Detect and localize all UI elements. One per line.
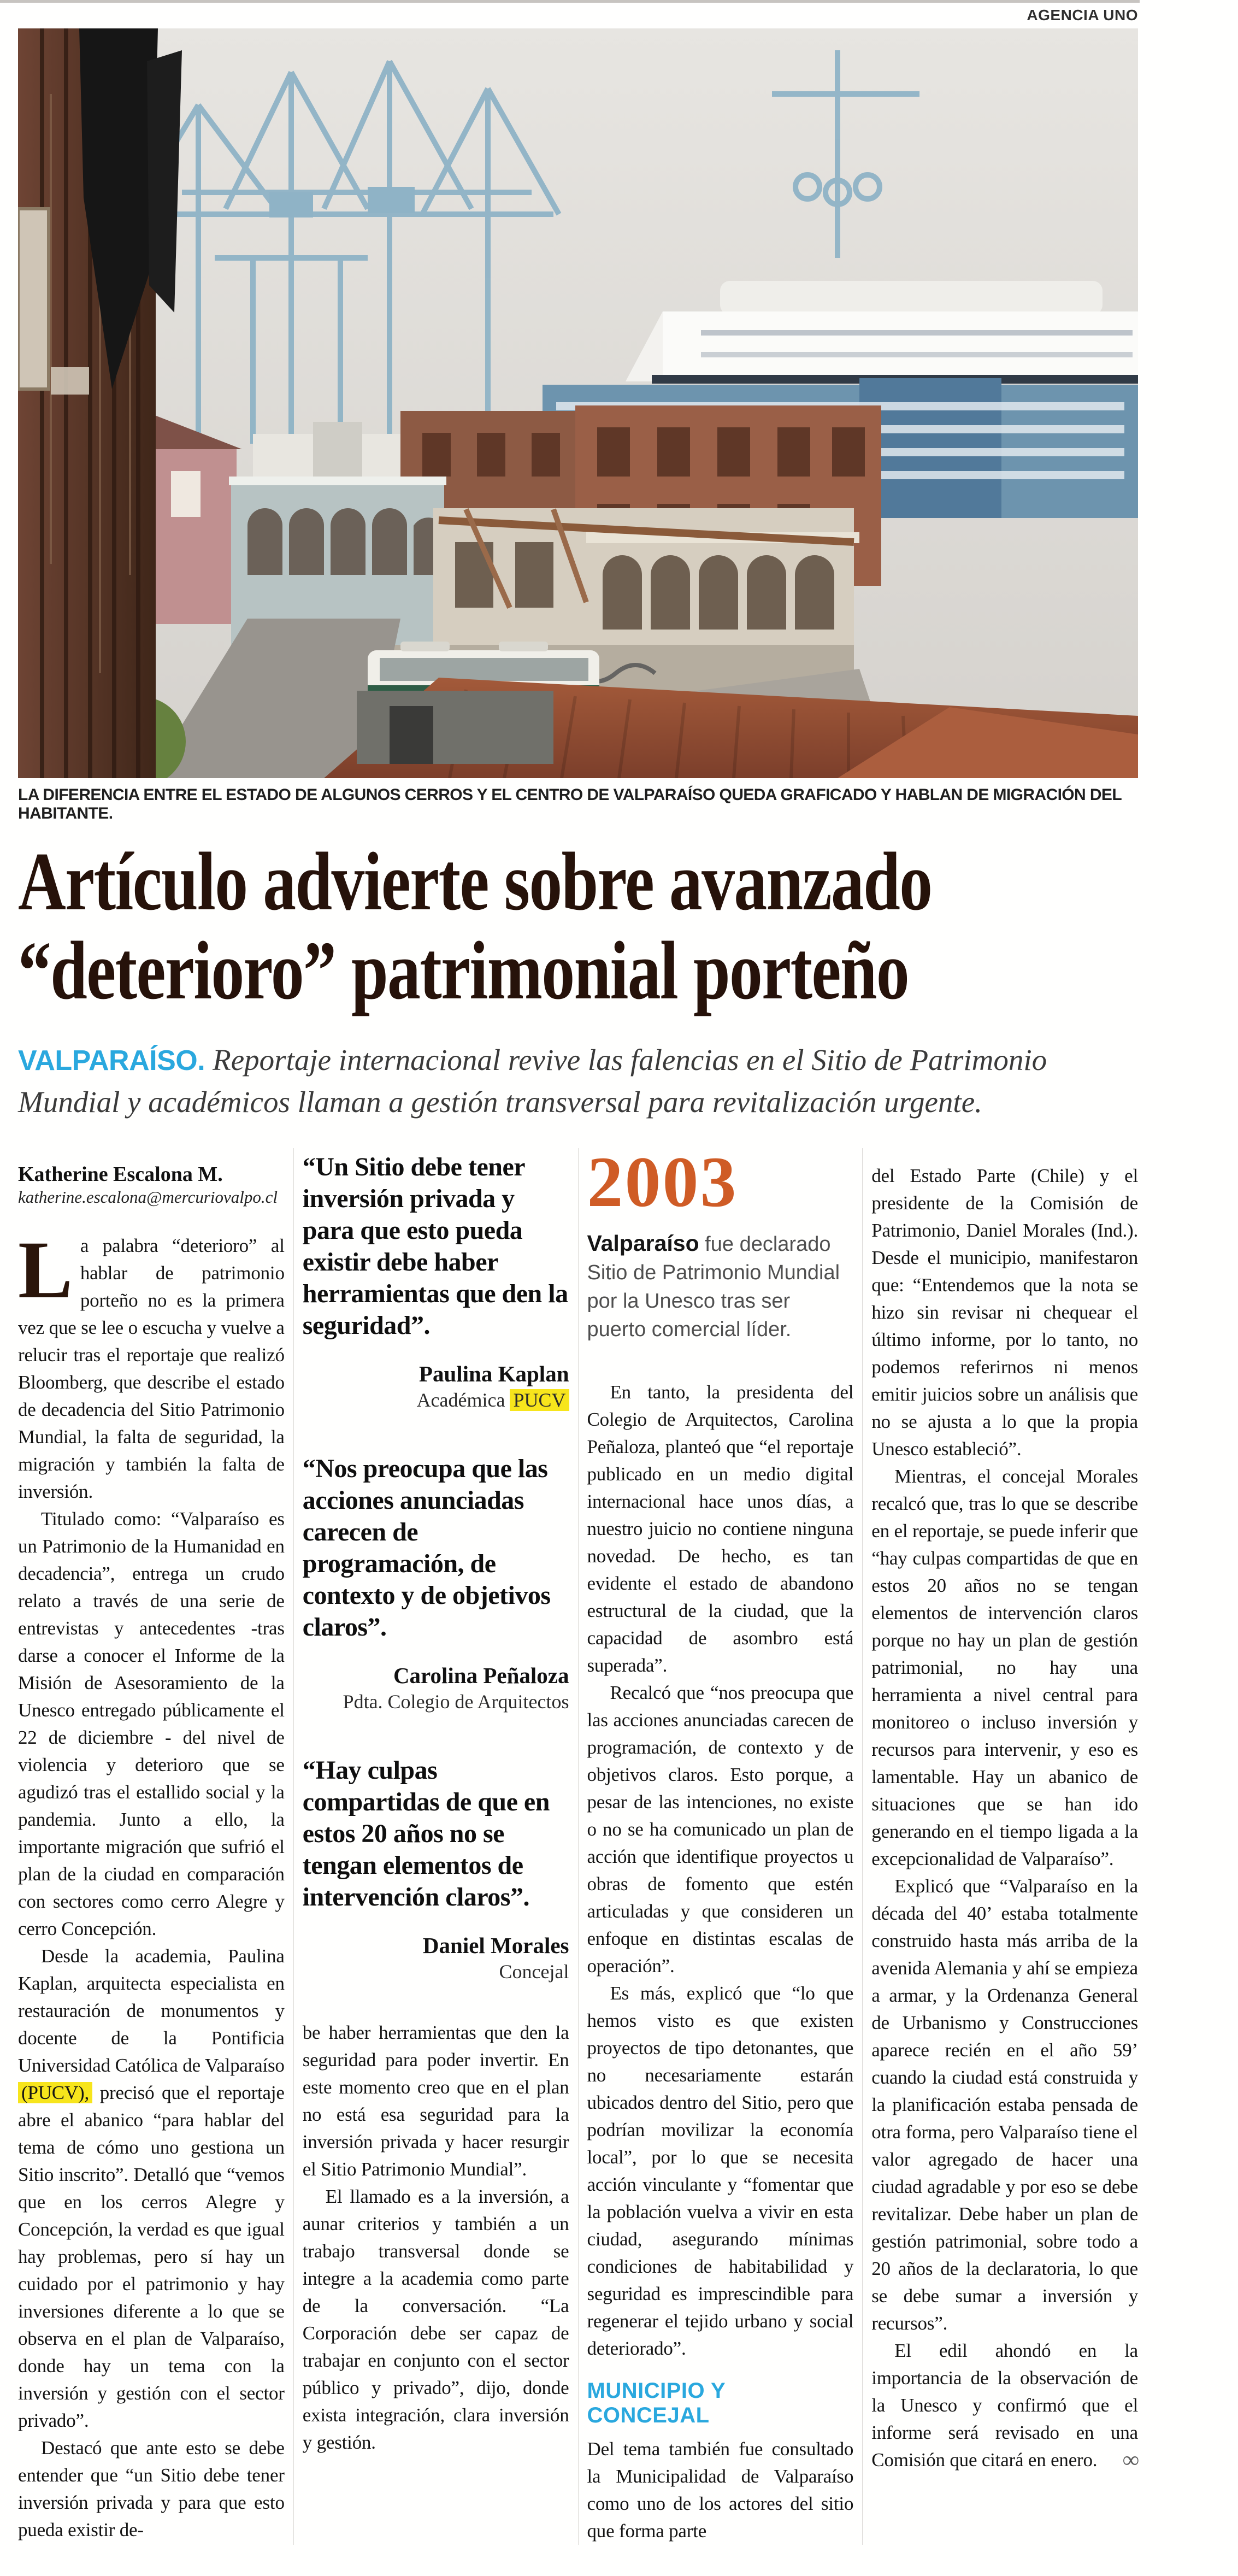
- column-4: [862, 1148, 1138, 2545]
- paragraph-text: a palabra “deterioro” al hablar de patrimonio porteño no es la primera vez que se lee o escucha y vuelve a relucir tras el reportaje que realizó Bloomberg, que describe el estado de decadencia del Sitio Patrimonio Mundial, la falta de seguridad, la migración y también la falta de inversión.: [18, 1235, 285, 1502]
- drop-cap: L: [18, 1225, 73, 1315]
- body-paragraph: [18, 1943, 285, 2434]
- body-paragraph: El llamado es a la inversión, a aunar criterios y también a un trabajo transversal donde se integre a la academia como parte de la conversación. “La Corporación debe ser capaz de trabajar en conjunto con el sector público y privado”, dijo, donde exista integración, clara inversión y gestión.: [302, 2186, 569, 2453]
- pull-quote: [303, 1151, 569, 1413]
- quote-attribution: [303, 1360, 569, 1413]
- quote-attribution-name: Carolina Peñaloza: [393, 1663, 569, 1688]
- body-paragraph: del Estado Parte (Chile) y el presidente de la Comisión de Patrimonio, Daniel Morales (Ind.). Desde el municipio, manifestaron que: “Entendemos que la nota se hizo sin revisar ni chequear el último informe, por lo tanto, no podemos referirnos ni menos emitir juicios sobre un análisis que no se ajusta a lo que la propia Unesco estableció”.: [871, 1165, 1138, 1460]
- body-paragraph: Recalcó que “nos preocupa que las acciones anunciadas carecen de programación, de contexto y de objetivos claros. Esto porque, a pesar de las intenciones, no existe o no se ha comunicado un plan de acción que identifique proyectos u obras de fomento que estén articuladas y que consideren un enfoque en distintas escalas de operación”.: [587, 1682, 854, 1977]
- column-2: [293, 1148, 578, 2545]
- fact-box-lead: Valparaíso: [587, 1231, 699, 1256]
- body-paragraph: [871, 2337, 1138, 2474]
- kicker: VALPARAÍSO.: [18, 1045, 205, 1077]
- body-paragraph: be haber herramientas que den la seguridad para poder invertir. En este momento creo que en el plan no está esa seguridad para la inversión privada y hacer resurgir el Sitio Patrimonio Mundial”.: [302, 2022, 569, 2180]
- byline-email: katherine.escalona@mercuriovalpo.cl: [18, 1187, 278, 1207]
- pull-quote-text: “Hay culpas compartidas de que en estos 20 años no se tengan elementos de intervención claros”.: [302, 1756, 550, 1912]
- quote-attribution-role: [303, 1387, 569, 1413]
- headline-line-2: “deterioro” patrimonial porteño: [18, 925, 909, 1016]
- column-3: [578, 1142, 863, 2545]
- article-columns: [18, 1142, 1138, 2545]
- body-paragraph: Del tema también fue consultado la Municipalidad de Valparaíso como uno de los actores del sitio que forma parte: [587, 2438, 854, 2542]
- body-paragraph: Destacó que ante esto se debe entender que “un Sitio debe tener inversión privada y para que esto pueda existir de-: [18, 2437, 285, 2540]
- pull-quote: [303, 1453, 569, 1714]
- fact-box-text: [587, 1229, 854, 1344]
- quote-attribution-role: Pdta. Colegio de Arquitectos: [343, 1691, 569, 1713]
- paragraph-text: El edil ahondó en la importancia de la observación de la Unesco y confirmó que el informe será revisado en una Comisión que citará en enero.: [871, 2340, 1138, 2471]
- quote-attribution-name: Daniel Morales: [422, 1933, 569, 1958]
- quote-attribution: [303, 1932, 569, 1984]
- headline-line-1: Artículo advierte sobre avanzado: [18, 836, 932, 927]
- body-paragraph: [18, 1225, 285, 1505]
- paragraph-text: precisó que el reportaje abre el abanico “para hablar del tema de cómo uno gestiona un Sitio inscrito”. Detalló que “vemos que en los cerros Alegre y Concepción, la verdad es que igual hay problemas, pero sí hay un cuidado por el patrimonio y hay inversiones diferente a lo que se observa en el plan de Valparaíso, donde hay un tema con la inversión y gestión con el sector privado”.: [18, 2082, 285, 2431]
- end-mark-icon: ∞: [1123, 2448, 1138, 2473]
- byline-author: Katherine Escalona M.: [18, 1163, 223, 1186]
- quote-attribution-role: Concejal: [499, 1961, 569, 1983]
- column-1: [18, 1148, 293, 2545]
- quote-attribution: [303, 1662, 569, 1714]
- pull-quote-text: “Un Sitio debe tener inversión privada y para que esto pueda existir debe haber herramientas que den la seguridad”.: [302, 1152, 568, 1340]
- paragraph-text: Desde la academia, Paulina Kaplan, arquitecta especialista en restauración de monumentos y docente de la Pontificia Universidad Católica de Valparaíso: [18, 1945, 285, 2076]
- quote-attribution-name: Paulina Kaplan: [418, 1361, 569, 1386]
- standfirst: [18, 1039, 1138, 1123]
- headline: [18, 837, 1138, 1015]
- article-photo: [18, 28, 1138, 778]
- byline: [18, 1162, 285, 1208]
- photo-credit: AGENCIA UNO: [1027, 7, 1138, 23]
- section-subhead: MUNICIPIO Y CONCEJAL: [587, 2379, 726, 2427]
- body-paragraph: Es más, explicó que “lo que hemos visto es que existen proyectos de tipo detonantes, que no necesariamente estarán ubicados dentro del Sitio, pero que podrían movilizar la economía local”, por lo que se necesita acción vinculante y “fomentar que la población vuelva a vivir en esta ciudad, asegurando mínimas condiciones de habitabilidad y seguridad es imprescindible para regenerar el tejido urbano y social deteriorado”.: [587, 1983, 854, 2359]
- valparaiso-port-photo-illustration: [18, 28, 1138, 778]
- body-paragraph: Mientras, el concejal Morales recalcó que, tras lo que se describe en el reportaje, se puede inferir que “hay culpas compartidas de que en estos 20 años no se tengan elementos de intervención claros porque no hay un plan de gestión patrimonial, no hay una herramienta a nivel central para monitoreo o incluso inversión y recursos para intervenir, y eso es lamentable. Hay un abanico de situaciones que se han ido generando en el tiempo ligada a la excepcionalidad de Valparaíso”.: [871, 1466, 1138, 1869]
- article: [18, 0, 1138, 2545]
- fact-box: [587, 1142, 854, 1344]
- pucv-highlight: PUCV: [510, 1389, 569, 1411]
- photo-caption: LA DIFERENCIA ENTRE EL ESTADO DE ALGUNOS CERROS Y EL CENTRO DE VALPARAÍSO QUEDA GRAFICADO Y HABLAN DE MIGRACIÓN DEL HABITANTE.: [18, 786, 1122, 822]
- pull-quote-text: “Nos preocupa que las acciones anunciadas carecen de programación, de contexto y de objetivos claros”.: [302, 1454, 551, 1642]
- fact-box-year: 2003: [587, 1142, 738, 1222]
- pull-quote: [303, 1755, 569, 1984]
- role-text: Académica: [416, 1389, 510, 1411]
- pucv-highlight: (PUCV),: [18, 2082, 92, 2103]
- body-paragraph: Titulado como: “Valparaíso es un Patrimonio de la Humanidad en decadencia”, entrega un crudo relato a través de una serie de entrevistas y antecedentes -tras darse a conocer el Informe de la Misión de Asesoramiento de la Unesco entregado públicamente el 22 de diciembre - del nivel de violencia y deterioro que se agudizó tras el estallido social y la pandemia. Junto a ello, la importante migración que sufrió el plan de la ciudad en comparación con sectores como cerro Alegre y cerro Concepción.: [18, 1508, 285, 1939]
- fact-box-body: fue declarado Sitio de Patrimonio Mundial por la Unesco tras ser puerto comercial líder.: [587, 1233, 840, 1341]
- standfirst-text: Reportaje internacional revive las falencias en el Sitio de Patrimonio Mundial y académicos llaman a gestión transversal para revitalización urgente.: [18, 1043, 1047, 1119]
- body-paragraph: En tanto, la presidenta del Colegio de Arquitectos, Carolina Peñaloza, planteó que “el reportaje publicado en un medio digital internacional hace unos días, a nuestro juicio no contiene ninguna novedad. De hecho, es tan evidente el estado de abandono estructural de la ciudad, que la capacidad de asombro está superada”.: [587, 1381, 854, 1676]
- body-paragraph: Explicó que “Valparaíso en la década del 40’ estaba totalmente construido hasta más arriba de la avenida Alemania y ahí se empieza a armar, y la Ordenanza General de Urbanismo y Construcciones aparece recién en el año 59’ cuando la ciudad está construida y la planificación estaba pensada de otra forma, pero Valparaíso tiene el valor agregado de hacer una ciudad agradable y por eso se debe revitalizar. Debe haber un plan de gestión patrimonial, sobre todo a 20 años de la declaratoria, lo que se debe sumar a inversión y recursos”.: [871, 1875, 1138, 2334]
